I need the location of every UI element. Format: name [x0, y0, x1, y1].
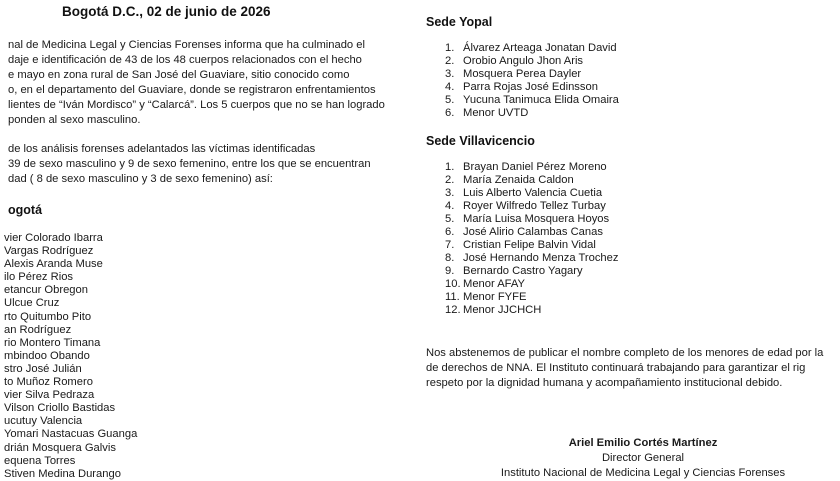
item-number: 12. [445, 304, 461, 316]
list-item: mbindoo Obando [4, 349, 90, 362]
item-number: 1. [445, 161, 455, 173]
closing-line: Nos abstenemos de publicar el nombre completo de los menores de edad por la [426, 347, 824, 359]
item-number: 5. [445, 94, 455, 106]
list-item: equena Torres [4, 454, 76, 467]
item-number: 5. [445, 213, 455, 225]
list-item [445, 226, 618, 239]
item-name: José Alirio Calambas Canas [463, 226, 603, 238]
item-number: 7. [445, 239, 455, 251]
list-item: ilo Pérez Rios [4, 271, 74, 284]
list-item: to Muñoz Romero [4, 376, 93, 389]
list-item [445, 94, 619, 107]
item-number: 1. [445, 42, 455, 54]
intro-line: ponden al sexo masculino. [8, 114, 141, 126]
closing-line: respeto por la dignidad humana y acompañamiento institucional debido. [426, 377, 783, 389]
list-item [445, 239, 618, 252]
item-number: 10. [445, 278, 461, 290]
list-item: ucutuy Valencia [4, 415, 83, 428]
intro-line: nal de Medicina Legal y Ciencias Forenses informa que ha culminado el [8, 39, 365, 51]
list-item [445, 174, 618, 187]
analysis-paragraph [8, 142, 371, 187]
item-number: 9. [445, 265, 455, 277]
item-number: 11. [445, 291, 460, 303]
item-name: Cristian Felipe Balvin Vidal [463, 239, 596, 251]
list-item [445, 81, 619, 94]
list-item [445, 291, 618, 304]
list-item [445, 200, 618, 213]
list-item: drián Mosquera Galvis [4, 441, 116, 454]
item-number: 6. [445, 226, 455, 238]
item-number: 3. [445, 68, 455, 80]
signatory-institution: Instituto Nacional de Medicina Legal y Ciencias Forenses [500, 467, 786, 479]
intro-paragraph [8, 38, 385, 128]
item-name: María Luisa Mosquera Hoyos [463, 213, 610, 225]
list-item: Ulcue Cruz [4, 297, 60, 310]
closing-paragraph [426, 346, 823, 391]
item-name: Parra Rojas José Edinsson [463, 81, 598, 93]
list-item [445, 252, 618, 265]
list-item: an Rodríguez [4, 323, 72, 336]
list-item: Yomari Nastacuas Guanga [4, 428, 138, 441]
item-number: 4. [445, 81, 455, 93]
list-item: Vargas Rodríguez [4, 245, 94, 258]
bogota-victim-list [4, 232, 137, 481]
list-item [445, 107, 619, 120]
item-name: Luis Alberto Valencia Cuetia [463, 187, 603, 199]
list-item: Stiven Medina Durango [4, 467, 121, 480]
list-item: Vilson Criollo Bastidas [4, 402, 116, 415]
item-name: Menor UVTD [463, 107, 529, 119]
list-item: vier Colorado Ibarra [4, 232, 103, 244]
list-item [445, 278, 618, 291]
list-item: stro José Julián [4, 362, 82, 375]
list-item [445, 55, 619, 68]
section-heading-bogota: ogotá [8, 203, 43, 217]
yopal-victim-list [445, 42, 619, 120]
list-item: rto Quitumbo Pito [4, 310, 92, 323]
item-name: José Hernando Menza Trochez [463, 252, 619, 264]
item-name: Menor FYFE [463, 291, 527, 303]
item-name: Orobio Angulo Jhon Aris [463, 55, 584, 67]
item-name: Royer Wilfredo Tellez Turbay [463, 200, 606, 212]
list-item [445, 161, 618, 174]
item-number: 8. [445, 252, 455, 264]
item-name: Brayan Daniel Pérez Moreno [463, 161, 607, 173]
analysis-line: dad ( 8 de sexo masculino y 3 de sexo femenino) así: [8, 173, 273, 185]
list-item: rio Montero Timana [4, 336, 101, 349]
section-heading-villavicencio: Sede Villavicencio [426, 134, 535, 148]
item-name: Yucuna Tanimuca Elida Omaira [463, 94, 619, 106]
document-date: Bogotá D.C., 02 de junio de 2026 [62, 4, 271, 19]
list-item [445, 265, 618, 278]
intro-line: daje e identificación de 43 de los 48 cuerpos relacionados con el hecho [8, 54, 362, 66]
list-item [445, 187, 618, 200]
item-name: Mosquera Perea Dayler [463, 68, 582, 80]
list-item [445, 42, 619, 55]
villavicencio-victim-list [445, 161, 618, 317]
item-name: Álvarez Arteaga Jonatan David [463, 42, 617, 54]
item-name: Bernardo Castro Yagary [463, 265, 583, 277]
item-number: 6. [445, 107, 455, 119]
item-name: María Zenaida Caldon [463, 174, 574, 186]
signatory-role: Director General [601, 452, 685, 464]
section-heading-yopal: Sede Yopal [426, 15, 493, 29]
intro-line: lientes de “Iván Mordisco” y “Calarcá”. Los 5 cuerpos que no se han logrado [8, 99, 385, 111]
intro-line: o, en el departamento del Guaviare, donde se registraron enfrentamientos [8, 84, 376, 96]
signatory-name: Ariel Emilio Cortés Martínez [568, 437, 718, 449]
item-number: 2. [445, 55, 455, 67]
signature-block [433, 436, 840, 481]
closing-line: de derechos de NNA. El Instituto continuará trabajando para garantizar el rig [426, 362, 806, 374]
item-number: 2. [445, 174, 455, 186]
item-name: Menor JJCHCH [463, 304, 542, 316]
list-item [445, 213, 618, 226]
item-number: 4. [445, 200, 455, 212]
analysis-line: de los análisis forenses adelantados las víctimas identificadas [8, 143, 316, 155]
list-item: Alexis Aranda Muse [4, 258, 103, 271]
item-number: 3. [445, 187, 455, 199]
list-item: etancur Obregon [4, 284, 88, 297]
list-item: vier Silva Pedraza [4, 389, 95, 402]
intro-line: e mayo en zona rural de San José del Guaviare, sitio conocido como [8, 69, 350, 81]
list-item [445, 68, 619, 81]
analysis-line: 39 de sexo masculino y 9 de sexo femenino, entre los que se encuentran [8, 158, 371, 170]
item-name: Menor AFAY [463, 278, 525, 290]
list-item [445, 304, 618, 317]
